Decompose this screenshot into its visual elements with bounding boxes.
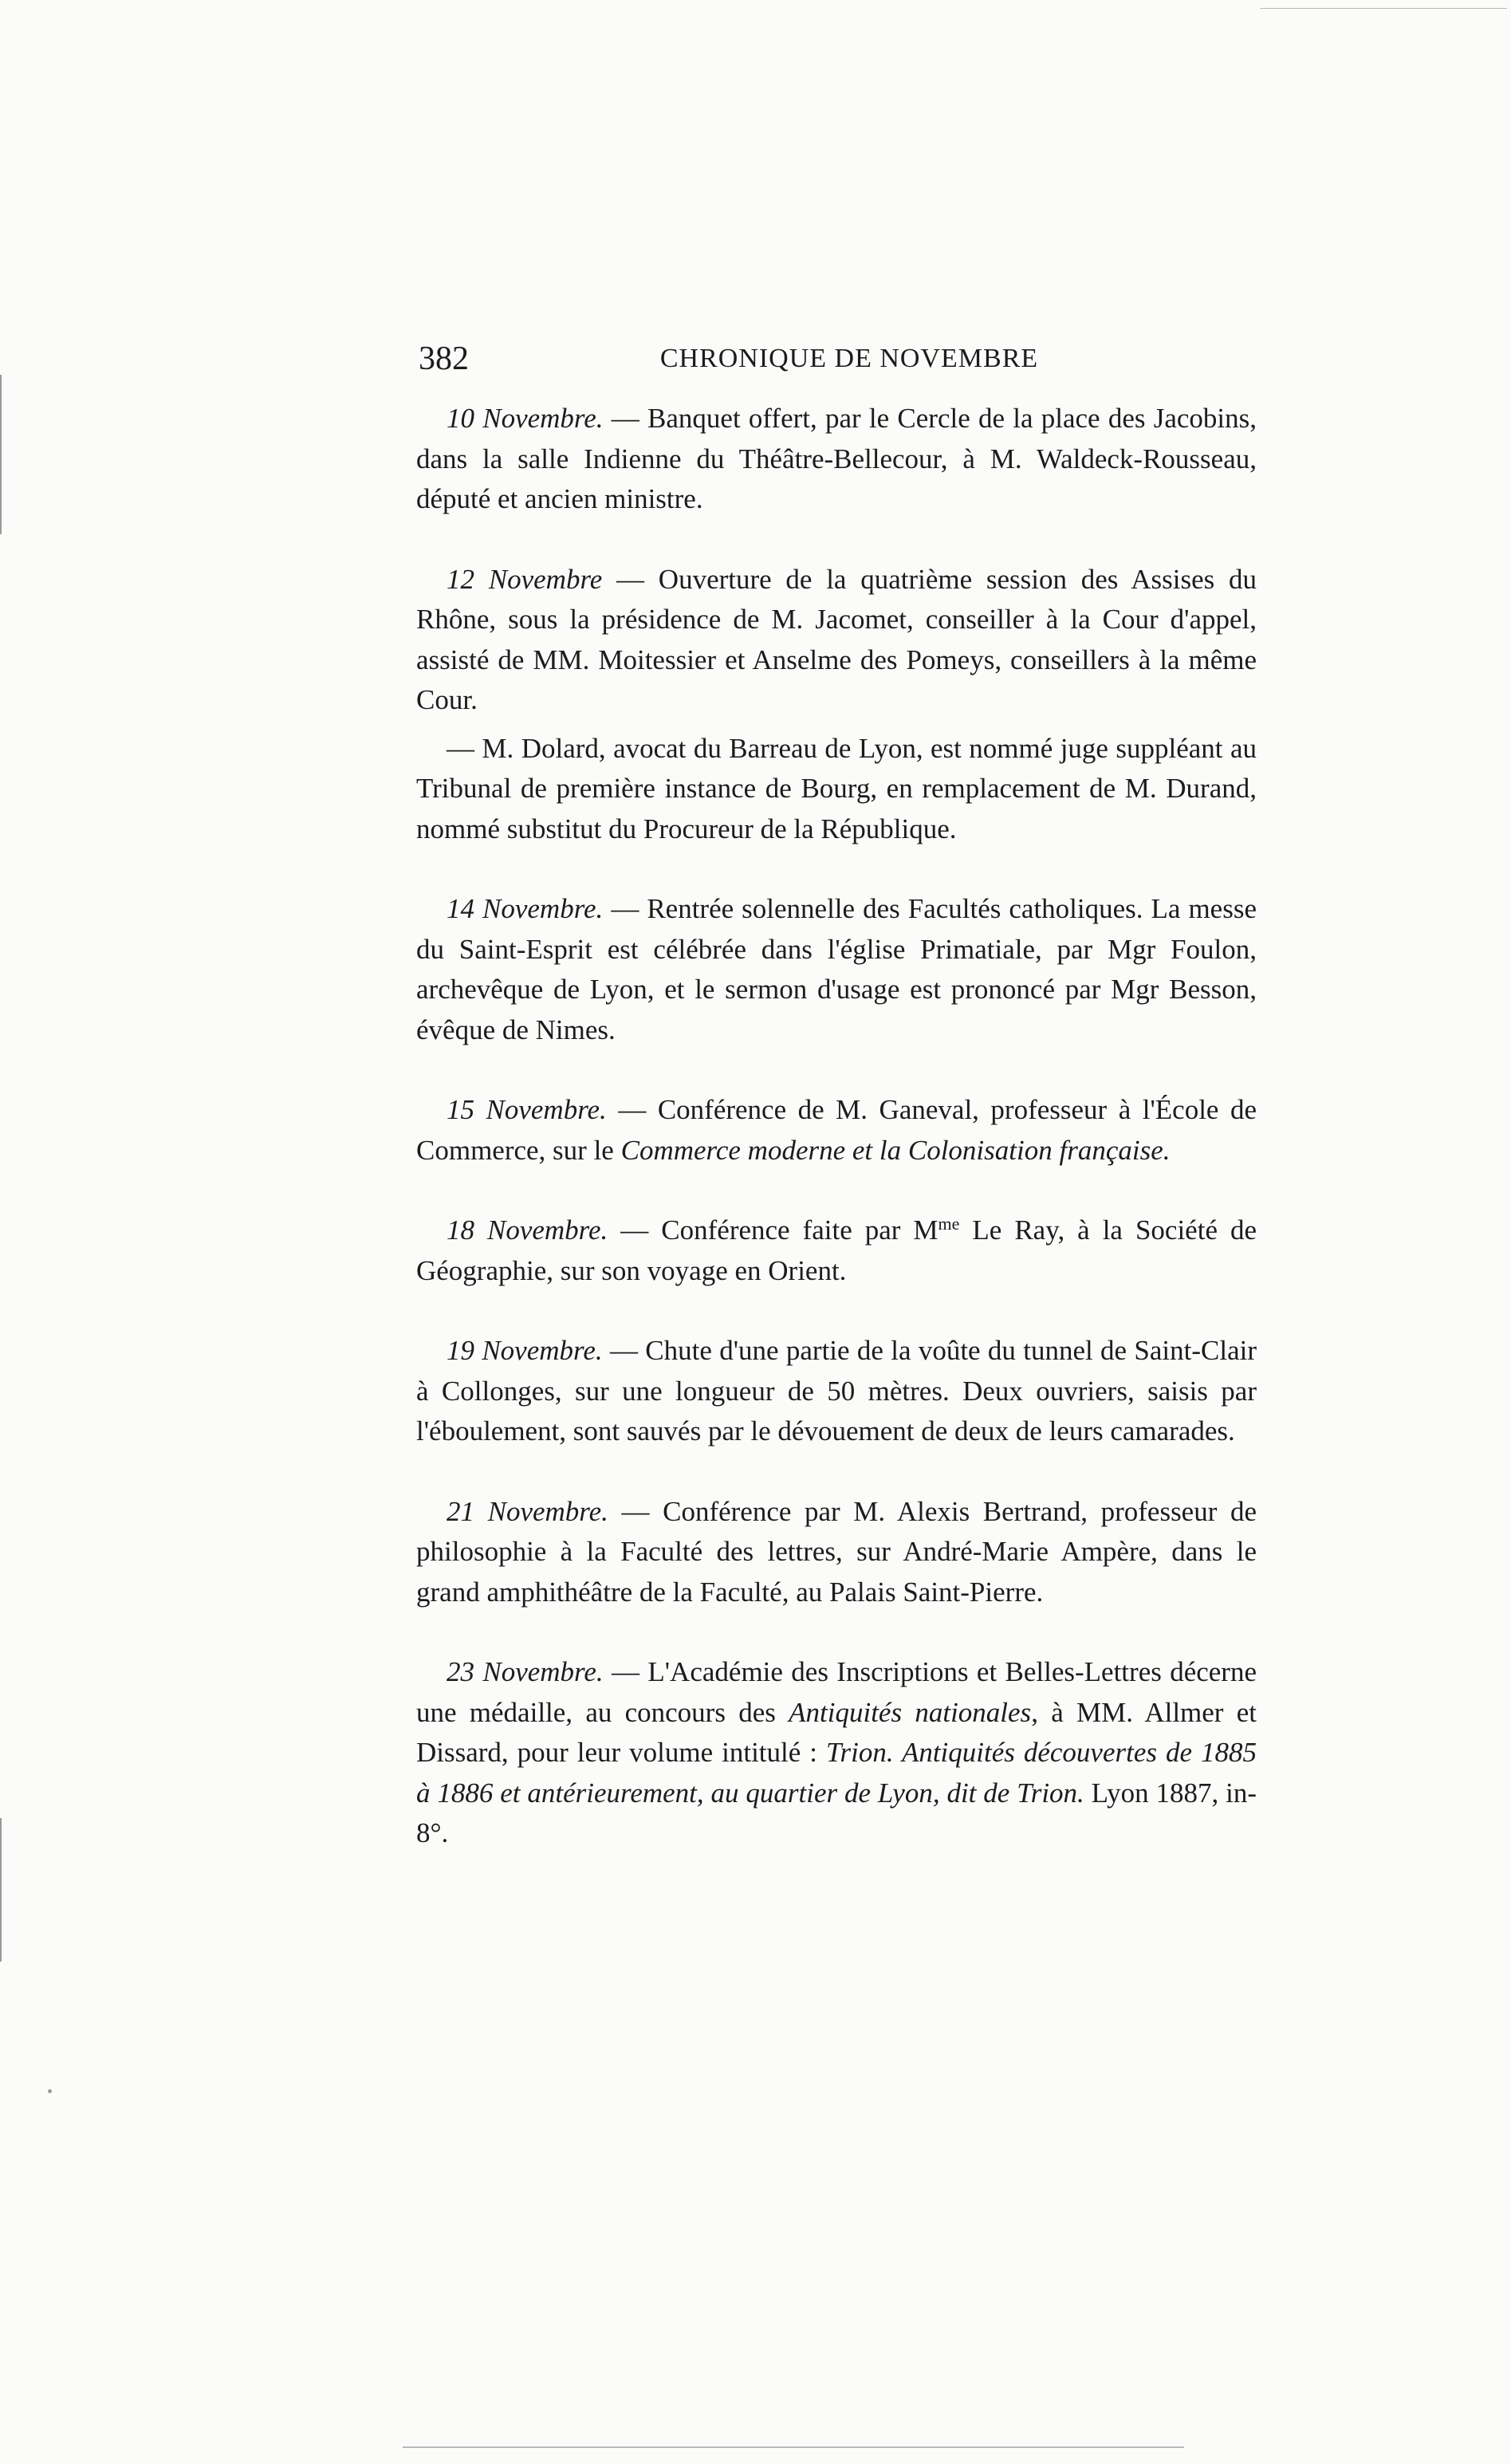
left-margin-scan-line — [0, 1818, 2, 1962]
entry-text: , à MM. Allmer et Dissard, pour leur volume intitulé : — [416, 1696, 1257, 1768]
entry-date: 18 Novembre. — [447, 1214, 608, 1246]
entry-paragraph — [416, 729, 1257, 850]
entry-23-novembre — [416, 1652, 1257, 1854]
entry-10-novembre — [416, 399, 1257, 520]
entry-date: 12 Novembre — [447, 563, 603, 595]
entry-text: — Rentrée solennelle des Facultés catholiques. La messe du Saint-Esprit est célébrée dans l'église Primatiale, par Mgr Foulon, archevêque de Lyon, et le sermon d'usage est prononcé par Mgr Besson, évêque de Nimes. — [416, 893, 1257, 1045]
entry-text: — Chute d'une partie de la voûte du tunnel de Saint-Clair à Collonges, sur une longueur de 50 mètres. Deux ouvriers, saisis par l'éboulement, sont sauvés par le dévouement de deux de leurs camarades. — [416, 1335, 1257, 1447]
entry-paragraph — [416, 889, 1257, 1050]
entry-date: 23 Novembre. — [447, 1656, 604, 1687]
lecture-title: Commerce moderne et la Colonisation française. — [620, 1134, 1171, 1166]
left-margin-scan-line — [0, 375, 2, 534]
entry-15-novembre — [416, 1090, 1257, 1171]
entry-21-novembre — [416, 1492, 1257, 1613]
entry-text: — M. Dolard, avocat du Barreau de Lyon, est nommé juge suppléant au Tribunal de première instance de Bourg, en remplacement de M. Durand, nommé substitut du Procureur de la République. — [416, 732, 1257, 844]
book-title: Trion. Antiquités découvertes de 1885 à 1886 et antérieurement, au quartier de Lyon, dit de Trion. — [416, 1737, 1257, 1809]
entry-19-novembre — [416, 1331, 1257, 1452]
entry-text: — Conférence de M. Ganeval, professeur à l'École de Commerce, sur le — [416, 1094, 1257, 1166]
entry-date: 10 Novembre. — [447, 403, 604, 434]
entry-paragraph — [416, 1331, 1257, 1452]
running-head — [419, 335, 1256, 383]
entry-text: Lyon 1887, in-8°. — [416, 1777, 1257, 1848]
entry-12-novembre — [416, 560, 1257, 850]
entry-18-novembre — [416, 1210, 1257, 1291]
top-scan-rule — [1260, 8, 1507, 9]
left-margin-scan-dot — [48, 2089, 52, 2093]
entry-paragraph — [416, 1090, 1257, 1171]
entry-14-novembre — [416, 889, 1257, 1050]
entry-date: 15 Novembre. — [447, 1094, 607, 1125]
running-title: CHRONIQUE DE NOVEMBRE — [659, 344, 1039, 373]
entry-text: Le Ray, à la Société de Géographie, sur son voyage en Orient. — [416, 1214, 1257, 1286]
page-number: 382 — [419, 340, 469, 377]
superscript-abbrev: me — [938, 1214, 960, 1234]
bottom-scan-rule — [403, 2446, 1184, 2448]
entry-text: — Banquet offert, par le Cercle de la place des Jacobins, dans la salle Indienne du Théâtre-Bellecour, à M. Waldeck-Rousseau, député et ancien ministre. — [416, 403, 1257, 514]
entry-paragraph — [416, 1210, 1257, 1291]
entry-text: — L'Académie des Inscriptions et Belles-Lettres décerne une médaille, au concours des — [416, 1656, 1257, 1728]
chronicle-body — [416, 399, 1257, 1894]
entry-date: 19 Novembre. — [447, 1335, 603, 1366]
entry-paragraph — [416, 1492, 1257, 1613]
entry-text: — Conférence par M. Alexis Bertrand, professeur de philosophie à la Faculté des lettres, sur André-Marie Ampère, dans le grand amphithéâtre de la Faculté, au Palais Saint-Pierre. — [416, 1495, 1257, 1608]
entry-text: — Conférence faite par M — [608, 1214, 938, 1246]
entry-paragraph — [416, 1652, 1257, 1854]
entry-date: 14 Novembre. — [447, 893, 604, 924]
entry-paragraph — [416, 399, 1257, 520]
entry-date: 21 Novembre. — [447, 1495, 608, 1527]
entry-text: — Ouverture de la quatrième session des Assises du Rhône, sous la présidence de M. Jacomet, conseiller à la Cour d'appel, assisté de MM. Moitessier et Anselme des Pomeys, conseillers à la même Cour. — [416, 563, 1257, 715]
award-category: Antiquités nationales — [789, 1696, 1032, 1728]
entry-paragraph — [416, 560, 1257, 721]
